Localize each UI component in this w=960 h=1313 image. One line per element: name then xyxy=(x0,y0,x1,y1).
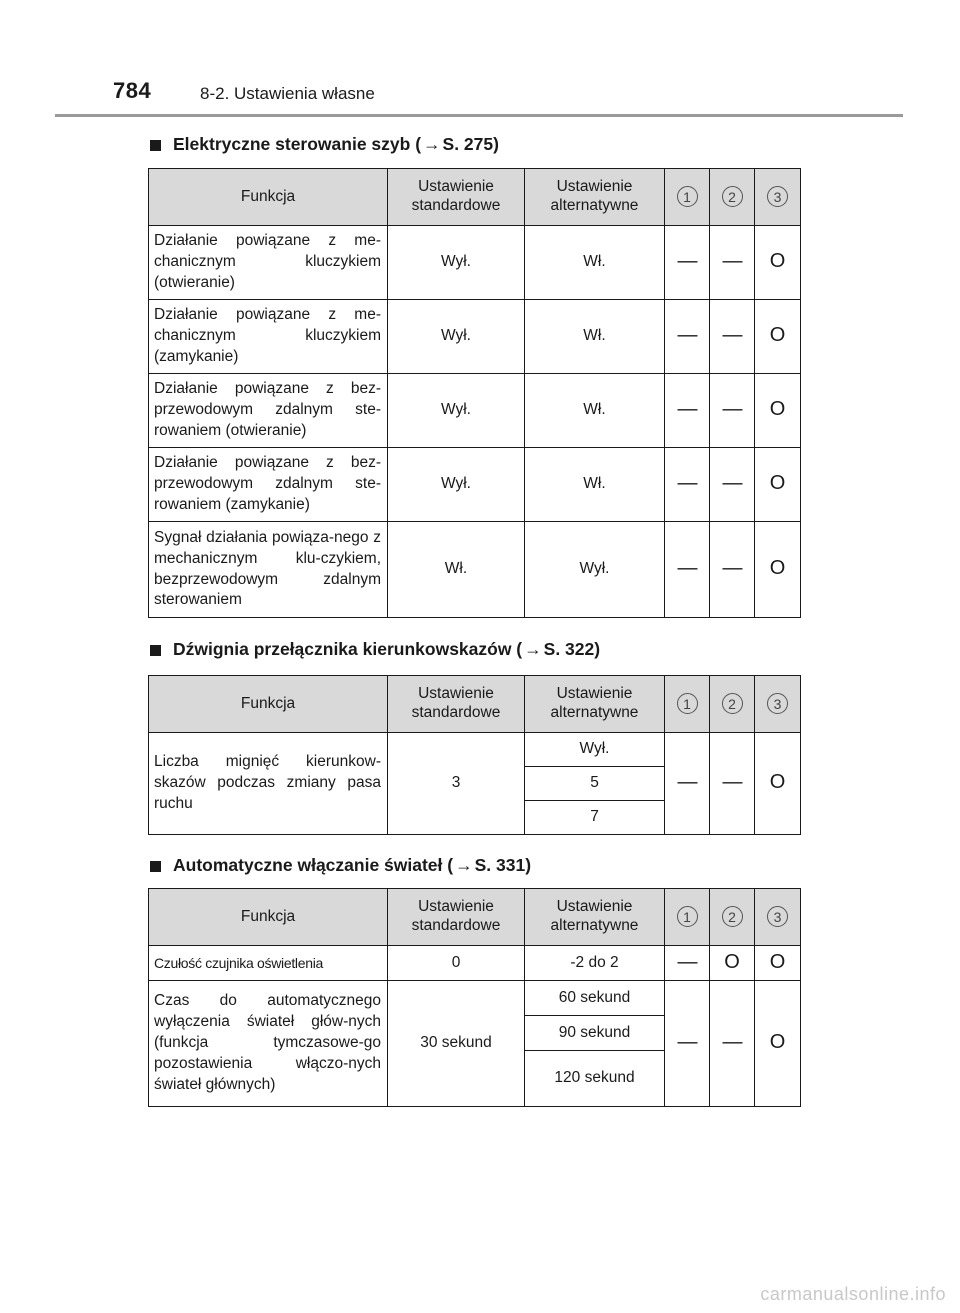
circle-mark: O xyxy=(769,1031,786,1054)
section-heading-windows xyxy=(150,134,499,155)
function-cell: Czas do automatycznego wyłączenia świateł głów-nych (funkcja tymczasowe-go pozostawienia włączo-nych świateł głównych) xyxy=(149,981,388,1107)
alternative-cell: 5 xyxy=(525,767,665,801)
dash-mark: — xyxy=(677,557,697,580)
column-header-1 xyxy=(665,889,710,946)
dash-mark: — xyxy=(722,472,742,495)
circled-number-2-icon: 2 xyxy=(722,693,743,714)
alternative-cell: Wył. xyxy=(525,733,665,767)
function-cell: Działanie powiązane z bez-przewodowym zdalnym ste-rowaniem (otwieranie) xyxy=(149,374,388,448)
table-row xyxy=(149,448,801,522)
circled-number-3-icon: 3 xyxy=(767,186,788,207)
square-bullet-icon xyxy=(150,140,161,151)
setting-2-cell xyxy=(710,300,755,374)
circled-number-1-icon: 1 xyxy=(677,693,698,714)
standard-cell: Wył. xyxy=(388,226,525,300)
arrow-icon: → xyxy=(423,134,441,154)
column-header-standard: Ustawienie standardowe xyxy=(388,676,525,733)
setting-2-cell xyxy=(710,374,755,448)
circled-number-1-icon: 1 xyxy=(677,906,698,927)
alternative-cell: Wył. xyxy=(525,522,665,618)
square-bullet-icon xyxy=(150,645,161,656)
table-header-row xyxy=(149,169,801,226)
column-header-function: Funkcja xyxy=(149,676,388,733)
column-header-1 xyxy=(665,169,710,226)
column-header-3 xyxy=(755,169,801,226)
circled-number-2-icon: 2 xyxy=(722,186,743,207)
dash-mark: — xyxy=(722,1031,742,1054)
table-row xyxy=(149,300,801,374)
setting-1-cell xyxy=(665,981,710,1107)
circled-number-2-icon: 2 xyxy=(722,906,743,927)
standard-cell: Wył. xyxy=(388,300,525,374)
column-header-2 xyxy=(710,889,755,946)
dash-mark: — xyxy=(722,557,742,580)
section-title: Elektryczne sterowanie szyb ( xyxy=(173,134,422,154)
alternative-cell: -2 do 2 xyxy=(525,946,665,981)
section-title: Automatyczne włączanie świateł ( xyxy=(173,855,454,875)
page-number: 784 xyxy=(113,78,152,103)
table-row xyxy=(149,374,801,448)
dash-mark: — xyxy=(677,950,697,973)
column-header-3 xyxy=(755,676,801,733)
auto-lights-settings-table xyxy=(148,888,801,1107)
circle-mark: O xyxy=(769,557,786,580)
column-header-2 xyxy=(710,169,755,226)
column-header-standard: Ustawienie standardowe xyxy=(388,169,525,226)
circled-number-3-icon: 3 xyxy=(767,693,788,714)
function-cell: Sygnał działania powiąza-nego z mechanicznym klu-czykiem, bezprzewodowym zdalnym sterowaniem xyxy=(149,522,388,618)
alternative-cell: 90 sekund xyxy=(525,1016,665,1051)
circled-number-1-icon: 1 xyxy=(677,186,698,207)
windows-settings-table xyxy=(148,168,801,618)
setting-1-cell xyxy=(665,300,710,374)
dash-mark: — xyxy=(677,324,697,347)
alternative-cell: 60 sekund xyxy=(525,981,665,1016)
setting-1-cell xyxy=(665,946,710,981)
table-row xyxy=(149,226,801,300)
setting-2-cell xyxy=(710,733,755,835)
setting-3-cell xyxy=(755,946,801,981)
setting-1-cell xyxy=(665,226,710,300)
setting-3-cell xyxy=(755,374,801,448)
circle-mark: O xyxy=(769,324,786,347)
function-cell: Działanie powiązane z me-chanicznym kluczykiem (zamykanie) xyxy=(149,300,388,374)
column-header-3 xyxy=(755,889,801,946)
turn-signal-settings-table xyxy=(148,675,801,835)
setting-2-cell xyxy=(710,522,755,618)
alternative-cell: Wł. xyxy=(525,300,665,374)
table-header-row xyxy=(149,676,801,733)
setting-3-cell xyxy=(755,981,801,1107)
standard-cell: 3 xyxy=(388,733,525,835)
setting-3-cell xyxy=(755,226,801,300)
alternative-cell: Wł. xyxy=(525,448,665,522)
column-header-function: Funkcja xyxy=(149,889,388,946)
header-rule xyxy=(55,114,903,117)
square-bullet-icon xyxy=(150,861,161,872)
table-row xyxy=(149,946,801,981)
alternative-cell: Wł. xyxy=(525,226,665,300)
dash-mark: — xyxy=(677,771,697,794)
dash-mark: — xyxy=(722,398,742,421)
dash-mark: — xyxy=(677,398,697,421)
alternative-cell: Wł. xyxy=(525,374,665,448)
setting-1-cell xyxy=(665,448,710,522)
section-heading-auto-lights xyxy=(150,855,531,876)
section-ref: S. 275) xyxy=(442,134,499,154)
alternative-cell: 120 sekund xyxy=(525,1051,665,1107)
section-heading-turn-signal xyxy=(150,639,600,660)
circle-mark: O xyxy=(769,771,786,794)
table-row xyxy=(149,981,801,1016)
setting-2-cell xyxy=(710,226,755,300)
circled-number-3-icon: 3 xyxy=(767,906,788,927)
arrow-icon: → xyxy=(524,639,542,659)
setting-3-cell xyxy=(755,300,801,374)
circle-mark: O xyxy=(769,950,786,973)
dash-mark: — xyxy=(722,250,742,273)
watermark: carmanualsonline.info xyxy=(760,1284,946,1304)
column-header-standard: Ustawienie standardowe xyxy=(388,889,525,946)
arrow-icon: → xyxy=(455,855,473,875)
column-header-function: Funkcja xyxy=(149,169,388,226)
standard-cell: 30 sekund xyxy=(388,981,525,1107)
page-header xyxy=(0,0,960,120)
setting-1-cell xyxy=(665,733,710,835)
section-ref: S. 322) xyxy=(543,639,601,659)
circle-mark: O xyxy=(769,398,786,421)
standard-cell: 0 xyxy=(388,946,525,981)
table-row xyxy=(149,522,801,618)
circle-mark: O xyxy=(769,472,786,495)
dash-mark: — xyxy=(677,472,697,495)
column-header-1 xyxy=(665,676,710,733)
circle-mark: O xyxy=(724,950,740,973)
setting-1-cell xyxy=(665,522,710,618)
setting-2-cell xyxy=(710,946,755,981)
table-row xyxy=(149,733,801,767)
setting-2-cell xyxy=(710,981,755,1107)
dash-mark: — xyxy=(677,1031,697,1054)
function-cell: Działanie powiązane z me-chanicznym kluczykiem (otwieranie) xyxy=(149,226,388,300)
standard-cell: Wył. xyxy=(388,448,525,522)
standard-cell: Wł. xyxy=(388,522,525,618)
setting-1-cell xyxy=(665,374,710,448)
column-header-2 xyxy=(710,676,755,733)
column-header-alternative: Ustawienie alternatywne xyxy=(525,676,665,733)
setting-3-cell xyxy=(755,522,801,618)
column-header-alternative: Ustawienie alternatywne xyxy=(525,169,665,226)
setting-3-cell xyxy=(755,733,801,835)
section-ref: S. 331) xyxy=(474,855,532,875)
section-title: Dźwignia przełącznika kierunkowskazów ( xyxy=(173,639,523,659)
function-cell: Działanie powiązane z bez-przewodowym zdalnym ste-rowaniem (zamykanie) xyxy=(149,448,388,522)
setting-3-cell xyxy=(755,448,801,522)
function-cell: Czułość czujnika oświetlenia xyxy=(149,946,388,981)
dash-mark: — xyxy=(722,324,742,347)
column-header-alternative: Ustawienie alternatywne xyxy=(525,889,665,946)
standard-cell: Wył. xyxy=(388,374,525,448)
circle-mark: O xyxy=(769,250,786,273)
chapter-title: 8-2. Ustawienia własne xyxy=(200,84,375,103)
alternative-cell: 7 xyxy=(525,801,665,835)
dash-mark: — xyxy=(677,250,697,273)
dash-mark: — xyxy=(722,771,742,794)
function-cell: Liczba mignięć kierunkow-skazów podczas zmiany pasa ruchu xyxy=(149,733,388,835)
setting-2-cell xyxy=(710,448,755,522)
table-header-row xyxy=(149,889,801,946)
